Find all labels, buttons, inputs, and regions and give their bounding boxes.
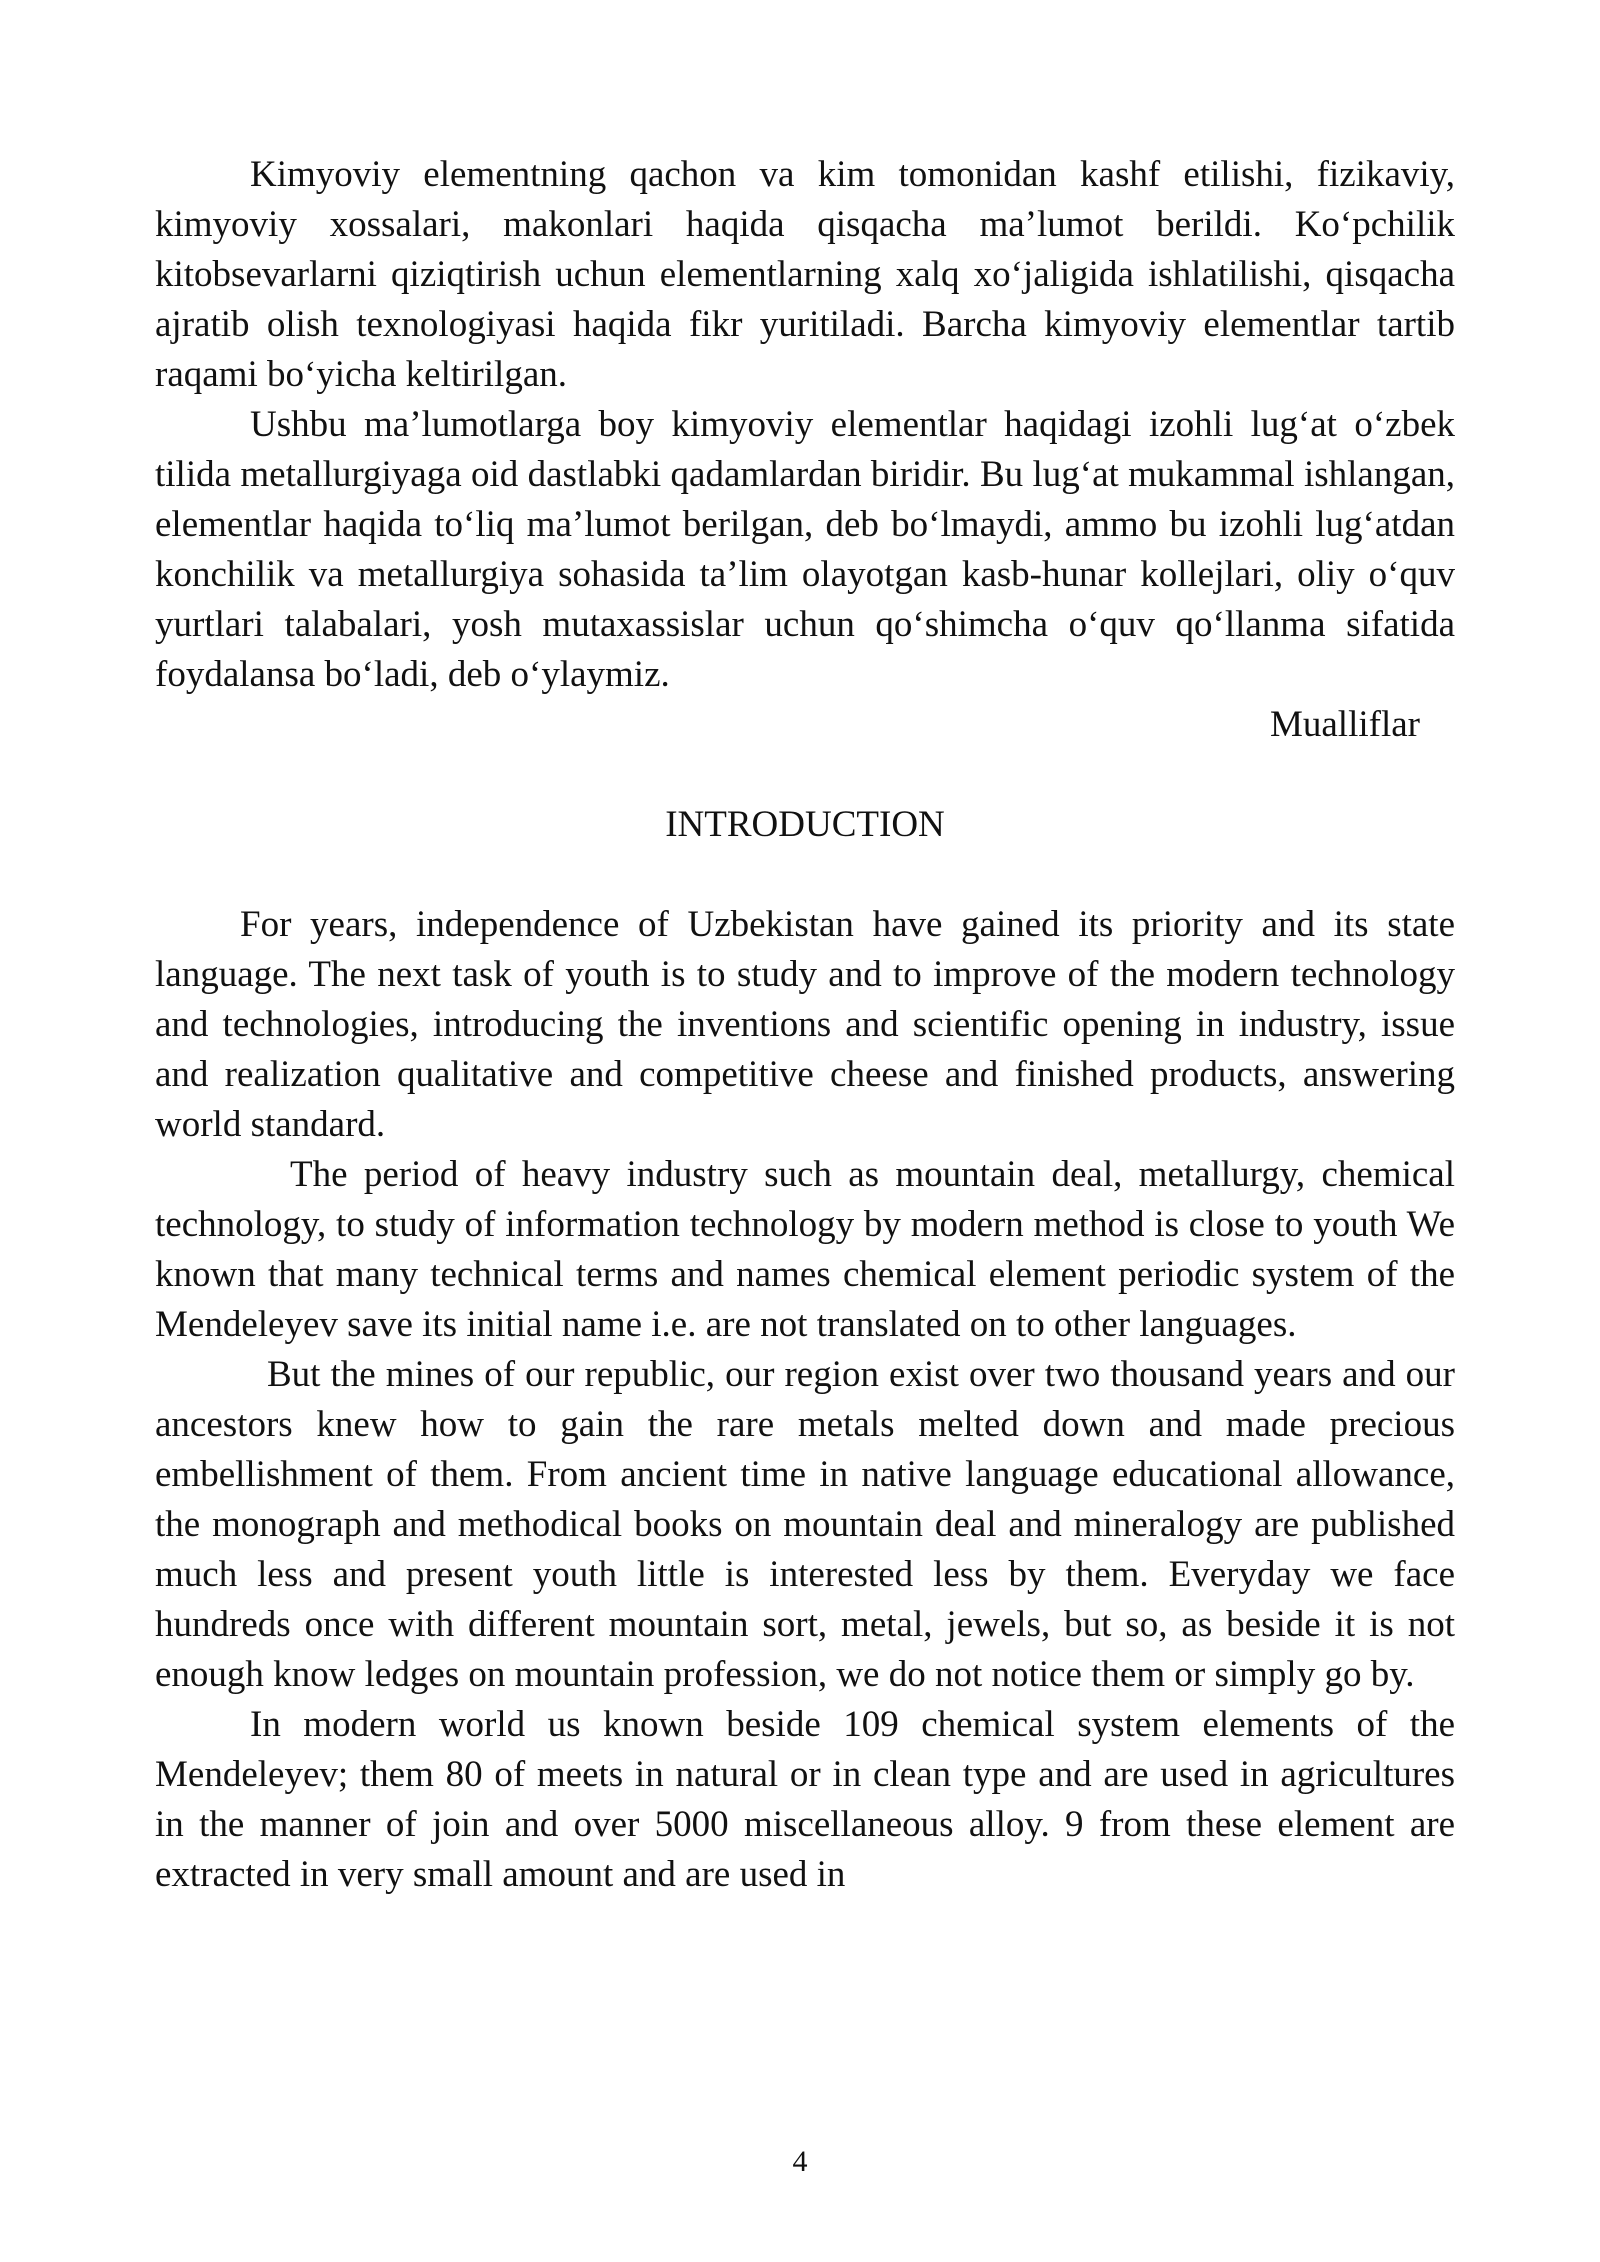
introduction-paragraph-2: The period of heavy industry such as mountain deal, metallurgy, chemical technology, to study of information technology by modern method is close to youth We known that many technical terms and names chemical element periodic system of the Mendeleyev save its initial name i.e. are not translated on to other languages. xyxy=(155,1154,1455,1345)
page-number: 4 xyxy=(792,2145,808,2178)
introduction-paragraph-1: For years, independence of Uzbekistan have gained its priority and its state language. The next task of youth is to study and to improve of the modern technology and technologies, introducing the inventions and scientific opening in industry, issue and realization qualitative and competitive cheese and finished products, answering world standard. xyxy=(155,904,1455,1145)
introduction-paragraph-3: But the mines of our republic, our region exist over two thousand years and our ancestors knew how to gain the rare metals melted down and made precious embellishment of them. From ancient time in native language educational allowance, the monograph and methodical books on mountain deal and mineralogy are published much less and present youth little is interested less by them. Everyday we face hundreds once with different mountain sort, metal, jewels, but so, as beside it is not enough know ledges on mountain profession, we do not notice them or simply go by. xyxy=(155,1354,1455,1695)
preface-paragraph-1: Kimyoviy elementning qachon va kim tomonidan kashf etilishi, fizikaviy, kimyoviy xossalari, makonlari haqida qisqacha ma’lumot berildi. Ko‘pchilik kitobsevarlarni qiziqtirish uchun elementlarning xalq xo‘jaligida ishlatilishi, qisqacha ajratib olish texnologiyasi haqida fikr yuritiladi. Barcha kimyoviy elementlar tartib raqami bo‘yicha keltirilgan. xyxy=(155,154,1455,395)
author-signature: Mualliflar xyxy=(1269,704,1420,745)
preface-paragraph-2: Ushbu ma’lumotlarga boy kimyoviy elementlar haqidagi izohli lug‘at o‘zbek tilida metallurgiyaga oid dastlabki qadamlardan biridir. Bu lug‘at mukammal ishlangan, elementlar haqida to‘liq ma’lumot berilgan, deb bo‘lmaydi, ammo bu izohli lug‘atdan konchilik va metallurgiya sohasida ta’lim olayotgan kasb-hunar kollejlari, oliy o‘quv yurtlari talabalari, yosh mutaxassislar uchun qo‘shimcha o‘quv qo‘llanma sifatida foydalansa bo‘ladi, deb o‘ylaymiz. xyxy=(155,404,1455,695)
introduction-paragraph-4: In modern world us known beside 109 chemical system elements of the Mendeleyev; them 80 of meets in natural or in clean type and are used in agricultures in the manner of join and over 5000 miscellaneous alloy. 9 from these element are extracted in very small amount and are used in xyxy=(155,1704,1455,1895)
introduction-heading: INTRODUCTION xyxy=(665,804,945,845)
document-page xyxy=(155,150,1455,1900)
